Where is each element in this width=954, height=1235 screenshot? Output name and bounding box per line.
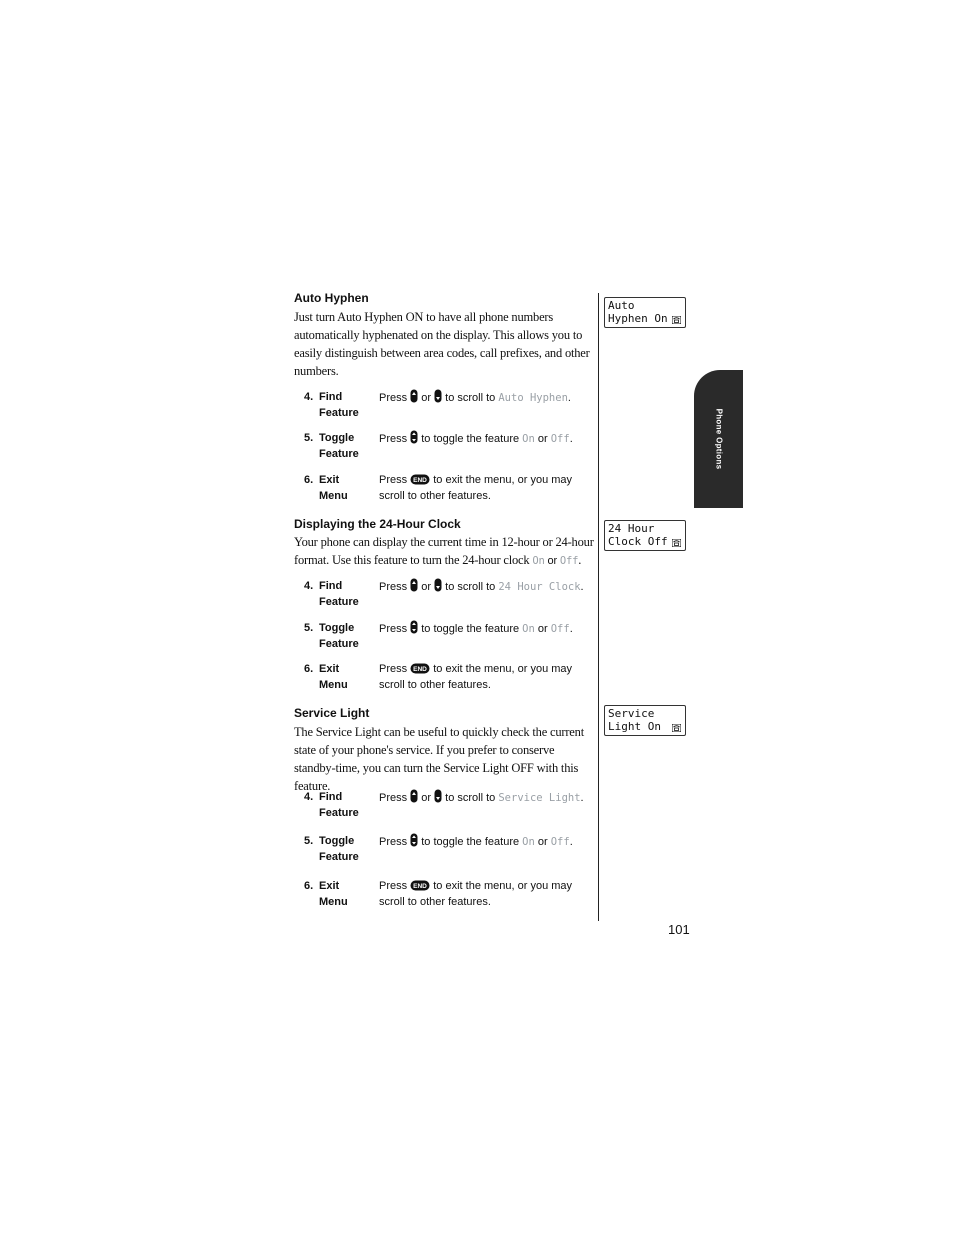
scroll-key-icon xyxy=(410,620,418,634)
end-key-icon xyxy=(410,663,430,674)
down-arrow-key-icon xyxy=(434,789,442,803)
chapter-tab-label: Phone Options xyxy=(714,408,723,470)
down-arrow-key-icon xyxy=(434,389,442,403)
end-key-icon xyxy=(410,474,430,485)
svg-text:END: END xyxy=(413,666,428,673)
section-body-service-light: The Service Light can be useful to quickly check the current state of your phone's service. If you prefer to conserve standby-time, you can turn the Service Light OFF with this feature. xyxy=(294,725,584,793)
up-arrow-key-icon xyxy=(410,789,418,803)
phone-icon xyxy=(672,724,681,732)
section-body-24-hour-clock: Your phone can display the current time in 12-hour or 24-hour format. Use this feature to turn the 24-hour clock On or Off. xyxy=(294,535,594,567)
column-divider xyxy=(598,293,599,921)
section-title-auto-hyphen: Auto Hyphen xyxy=(294,291,369,305)
page-number: 101 xyxy=(668,922,690,937)
svg-text:END: END xyxy=(413,883,428,890)
phone-icon xyxy=(672,539,681,547)
svg-text:END: END xyxy=(413,477,428,484)
down-arrow-key-icon xyxy=(434,578,442,592)
end-key-icon xyxy=(410,880,430,891)
up-arrow-key-icon xyxy=(410,389,418,403)
display-service-light: Service Light On xyxy=(604,705,686,736)
scroll-key-icon xyxy=(410,430,418,444)
section-title-24-hour-clock: Displaying the 24-Hour Clock xyxy=(294,517,461,531)
display-24-hour-clock: 24 Hour Clock Off xyxy=(604,520,686,551)
phone-icon xyxy=(672,316,681,324)
scroll-key-icon xyxy=(410,833,418,847)
display-auto-hyphen: Auto Hyphen On xyxy=(604,297,686,328)
section-title-service-light: Service Light xyxy=(294,706,370,720)
section-body-auto-hyphen: Just turn Auto Hyphen ON to have all phone numbers automatically hyphenated on the display. This allows you to easily distinguish between area codes, call prefixes, and other numbers. xyxy=(294,310,590,378)
chapter-tab xyxy=(694,370,743,508)
up-arrow-key-icon xyxy=(410,578,418,592)
